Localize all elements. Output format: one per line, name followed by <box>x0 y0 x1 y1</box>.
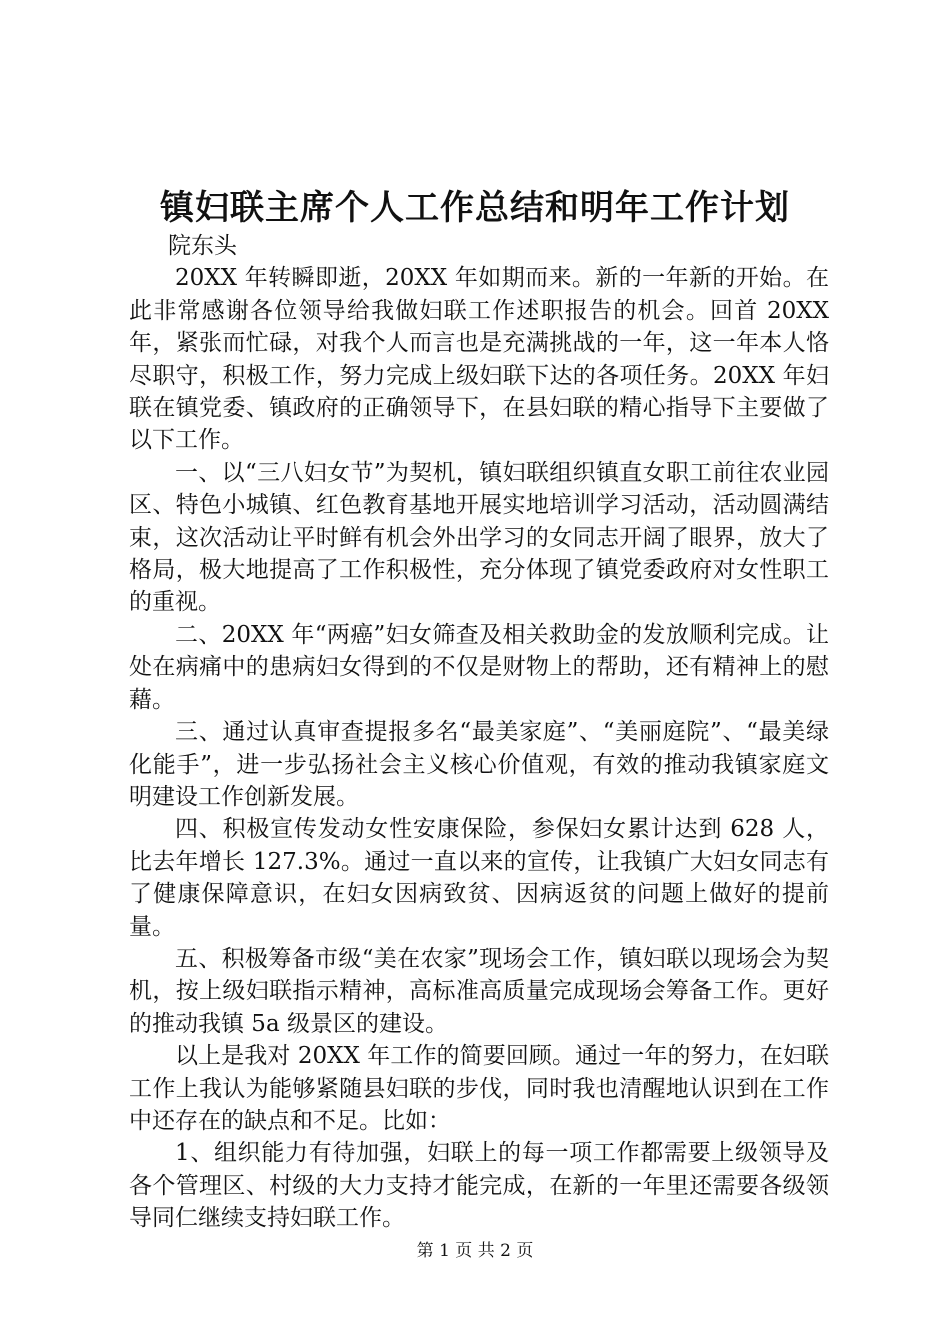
paragraph-shortcoming-1: 1、组织能力有待加强，妇联上的每一项工作都需要上级领导及各个管理区、村级的大力支持才能完成，在新的一年里还需要各级领导同仁继续支持妇联工作。 <box>129 1140 829 1232</box>
paragraph-item-4: 四、积极宣传发动女性安康保险，参保妇女累计达到 628 人，比去年增长 127.3%。通过一直以来的宣传，让我镇广大妇女同志有了健康保障意识，在妇女因病致贫、因病返贫的问题上做好的提前量。 <box>129 816 829 940</box>
paragraph-item-5: 五、积极筹备市级“美在农家”现场会工作，镇妇联以现场会为契机，按上级妇联指示精神，高标准高质量完成现场会筹备工作。更好的推动我镇 5a 级景区的建设。 <box>129 945 829 1037</box>
document-body <box>129 230 829 1235</box>
paragraph-item-3: 三、通过认真审查提报多名“最美家庭”、“美丽庭院”、“最美绿化能手”，进一步弘扬社会主义核心价值观，有效的推动我镇家庭文明建设工作创新发展。 <box>129 719 829 810</box>
page-footer: 第 1 页 共 2 页 <box>416 1241 534 1261</box>
paragraph-intro: 20XX 年转瞬即逝，20XX 年如期而来。新的一年新的开始。在此非常感谢各位领导给我做妇联工作述职报告的机会。回首 20XX 年，紧张而忙碌，对我个人而言也是充满挑战的一年，这一年本人恪尽职守，积极工作，努力完成上级妇联下达的各项任务。20XX 年妇联在镇党委、镇政府的正确领导下，在县妇联的精心指导下主要做了以下工作。 <box>129 265 829 454</box>
paragraph-review: 以上是我对 20XX 年工作的简要回顾。通过一年的努力，在妇联工作上我认为能够紧随县妇联的步伐，同时我也清醒地认识到在工作中还存在的缺点和不足。比如： <box>129 1043 829 1134</box>
author-line: 院东头 <box>168 233 237 259</box>
paragraph-item-2: 二、20XX 年“两癌”妇女筛查及相关救助金的发放顺利完成。让处在病痛中的患病妇女得到的不仅是财物上的帮助，还有精神上的慰藉。 <box>129 621 829 713</box>
paragraph-item-1: 一、以“三八妇女节”为契机，镇妇联组织镇直女职工前往农业园区、特色小城镇、红色教育基地开展实地培训学习活动，活动圆满结束，这次活动让平时鲜有机会外出学习的女同志开阔了眼界，放大了格局，极大地提高了工作积极性，充分体现了镇党委政府对女性职工的重视。 <box>129 459 829 616</box>
document-title: 镇妇联主席个人工作总结和明年工作计划 <box>160 188 790 228</box>
